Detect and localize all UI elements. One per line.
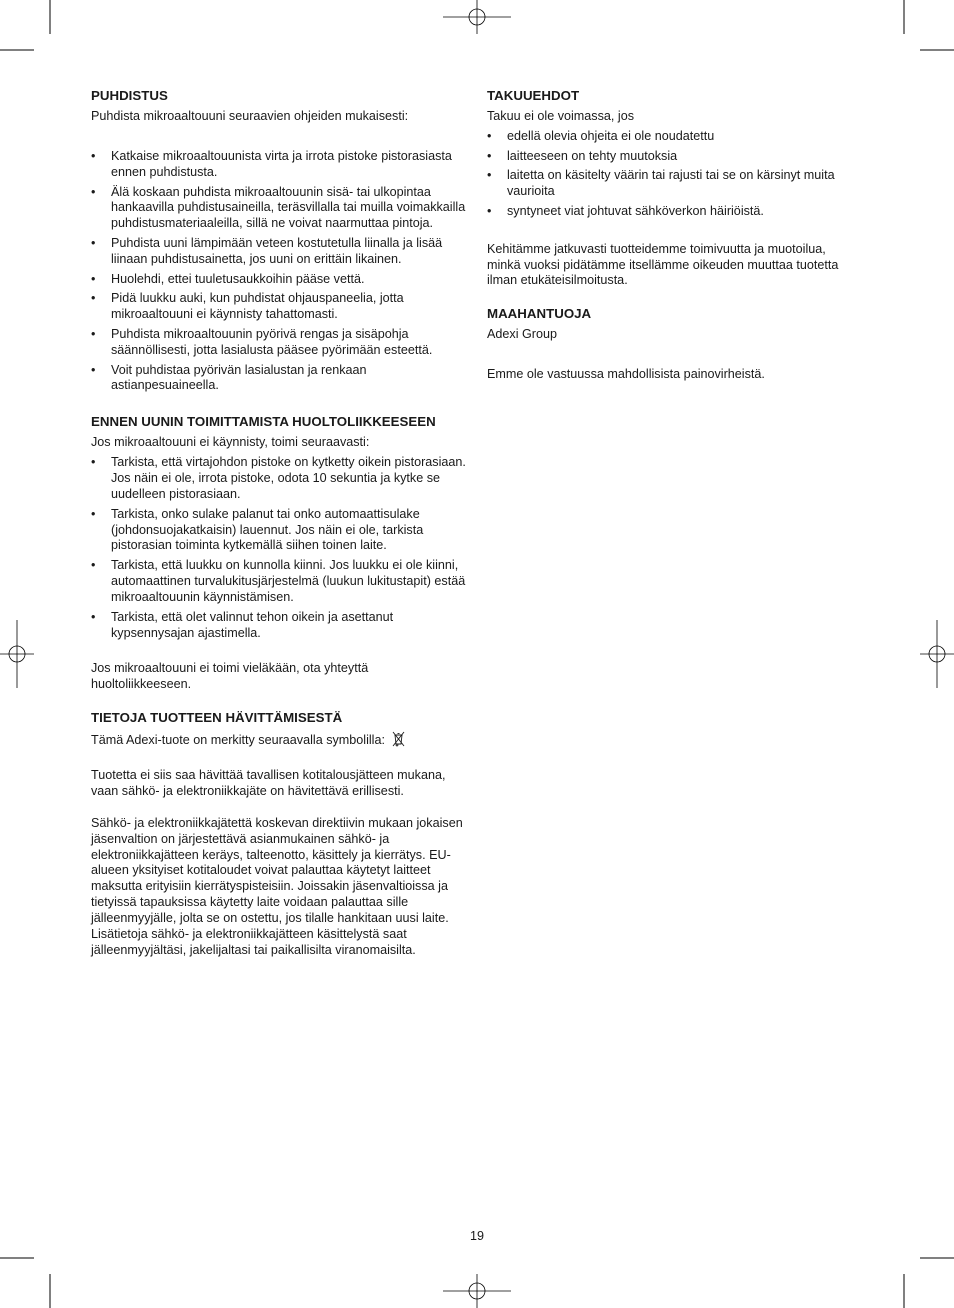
list-item: • Tarkista, että virtajohdon pistoke on kytketty oikein pistorasiaan. Jos näin ei ole, irrota pistoke, odota 10 sekuntia ja kytke se uudelleen pistorasiaan.	[91, 455, 471, 503]
disposal-paragraph-1: Tuotetta ei siis saa hävittää tavallisen kotitalousjätteen mukana, vaan sähkö- ja elektroniikkajäte on hävitettävä erillisesti.	[91, 767, 446, 798]
service-list	[91, 455, 471, 641]
list-item: • Pidä luukku auki, kun puhdistat ohjauspaneelia, jotta mikroaaltouuni ei käynnisty tahattomasti.	[91, 291, 471, 323]
importer-name: Adexi Group	[487, 327, 558, 342]
service-outro: Jos mikroaaltouuni ei toimi vieläkään, ota yhteyttä huoltoliikkeeseen.	[91, 661, 369, 692]
list-item: • syntyneet viat johtuvat sähköverkon häiriöistä.	[487, 204, 859, 220]
cleaning-intro: Puhdista mikroaaltouuni seuraavien ohjeiden mukaisesti:	[91, 109, 409, 123]
right-column	[487, 88, 859, 383]
service-section	[91, 414, 471, 693]
warranty-outro: Kehitämme jatkuvasti tuotteidemme toimivuutta ja muotoilua, minkä vuoksi pidätämme itsellämme oikeuden muuttaa tuotetta ilman etukäteisilmoitusta.	[487, 241, 839, 288]
service-heading: ENNEN UUNIN TOIMITTAMISTA HUOLTOLIIKKEESEEN	[91, 414, 436, 430]
warranty-intro: Takuu ei ole voimassa, jos	[487, 109, 634, 123]
disposal-section	[91, 710, 471, 959]
warranty-section	[487, 88, 859, 289]
disposal-intro-text: Tämä Adexi-tuote on merkitty seuraavalla symbolilla:	[91, 733, 385, 748]
disclaimer: Emme ole vastuussa mahdollisista painovirheistä.	[487, 367, 765, 382]
crossed-out-wheelie-bin-icon	[392, 731, 405, 752]
registration-mark-right	[920, 620, 954, 688]
list-item: • Katkaise mikroaaltouunista virta ja irrota pistoke pistorasiasta ennen puhdistusta.	[91, 149, 471, 181]
list-item: • Älä koskaan puhdista mikroaaltouunin sisä- tai ulkopintaa hankaavilla puhdistusaineilla, teräsvillalla tai muilla voimakkailla puhdistusmateriaaleilla, sillä ne voivat naarmuttaa pintoja.	[91, 185, 471, 233]
cleaning-section	[91, 88, 471, 394]
warranty-list	[487, 129, 859, 220]
disposal-paragraph-2: Sähkö- ja elektroniikkajätettä koskevan direktiivin mukaan jokaisen jäsenvaltion on järjestettävä asianmukainen sähkö- ja elektroniikkajätteen keräys, talteenotto, käsittely ja kierrätys. EU-alueen yksityiset kotitaloudet voivat palauttaa käytetyt laitteet maksutta erityisiin kierrätyspisteisiin. Joissakin jäsenvaltioissa ja tietyissä tapauksissa käytetty laite voidaan palauttaa sille jälleenmyyjälle, jolta se on ostettu, jos tilalle hankitaan uusi laite. Lisätietoja sähkö- ja elektroniikkajätteen käsittelystä saat jälleenmyyjältäsi, jakelijaltasi tai paikallisilta viranomaisilta.	[91, 815, 463, 958]
list-item: • Voit puhdistaa pyörivän lasialustan ja renkaan astianpesuaineella.	[91, 363, 471, 395]
registration-mark-top	[443, 0, 511, 34]
importer-section	[487, 306, 859, 343]
registration-mark-left	[0, 620, 34, 688]
disposal-intro	[91, 731, 471, 752]
disposal-heading: TIETOJA TUOTTEEN HÄVITTÄMISESTÄ	[91, 710, 343, 726]
importer-heading: MAAHANTUOJA	[487, 306, 592, 322]
cleaning-heading: PUHDISTUS	[91, 88, 168, 103]
list-item: • edellä olevia ohjeita ei ole noudatettu	[487, 129, 859, 145]
list-item: • Huolehdi, ettei tuuletusaukkoihin pääse vettä.	[91, 272, 471, 288]
list-item: • laitetta on käsitelty väärin tai rajusti tai se on kärsinyt muita vaurioita	[487, 168, 859, 200]
list-item: • Tarkista, onko sulake palanut tai onko automaattisulake (johdonsuojakatkaisin) lauennut. Jos näin ei ole, tarkista pistorasian toiminta kytkemällä siihen toinen laite.	[91, 507, 471, 555]
cleaning-list	[91, 149, 471, 394]
left-column	[91, 88, 471, 959]
list-item: • Tarkista, että olet valinnut tehon oikein ja asettanut kypsennysajan ajastimella.	[91, 610, 471, 642]
registration-mark-bottom	[443, 1274, 511, 1308]
list-item: • Puhdista uuni lämpimään veteen kostutetulla liinalla ja lisää liinaan puhdistusainetta, jos uuni on erittäin likainen.	[91, 236, 471, 268]
list-item: • laitteeseen on tehty muutoksia	[487, 149, 859, 165]
page-number: 19	[469, 1229, 484, 1243]
list-item: • Puhdista mikroaaltouunin pyörivä rengas ja sisäpohja säännöllisesti, jotta lasialusta pääsee pyörimään esteettä.	[91, 327, 471, 359]
list-item: • Tarkista, että luukku on kunnolla kiinni. Jos luukku ei ole kiinni, automaattinen turvalukitusjärjestelmä (luukun lukitustapit) estää mikroaaltouunin käynnistämisen.	[91, 558, 471, 606]
service-intro: Jos mikroaaltouuni ei käynnisty, toimi seuraavasti:	[91, 435, 370, 450]
warranty-heading: TAKUUEHDOT	[487, 88, 580, 103]
